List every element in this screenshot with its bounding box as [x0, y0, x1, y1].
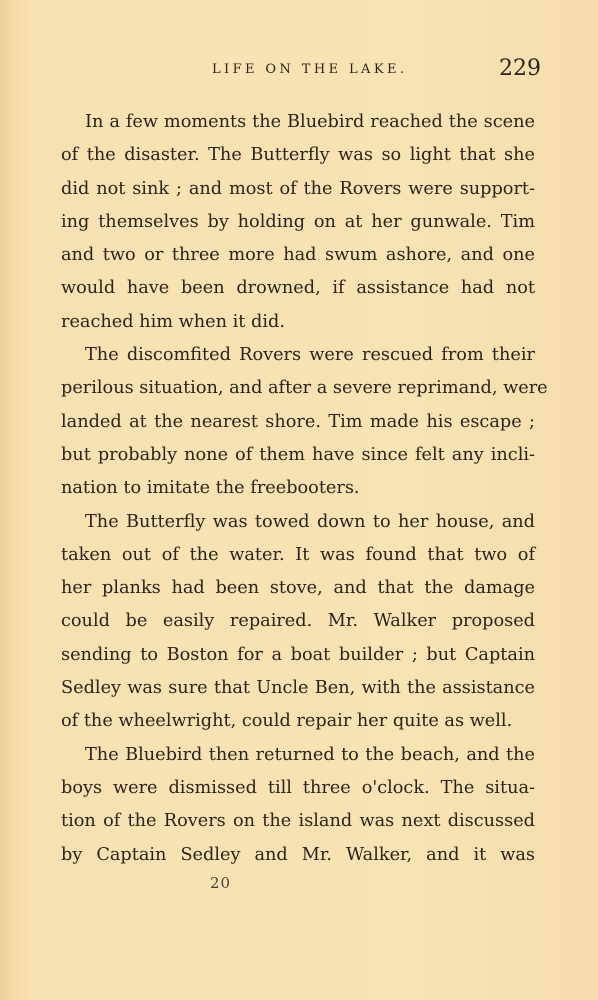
text-line: nation to imitate the freebooters.	[61, 478, 360, 499]
text-line: could be easily repaired. Mr. Walker proposed	[61, 611, 535, 632]
text-line: reached him when it did.	[61, 311, 285, 332]
text-line: The Butterfly was towed down to her house, and	[85, 511, 535, 532]
text-line: by Captain Sedley and Mr. Walker, and it was	[61, 844, 535, 865]
text-line: her planks had been stove, and that the damage	[61, 578, 535, 599]
text-line: tion of the Rovers on the island was next discussed	[61, 811, 535, 832]
text-line: but probably none of them have since felt any incli-	[61, 444, 535, 465]
text-line: and two or three more had swum ashore, and one	[61, 245, 535, 266]
paragraph-1	[61, 106, 535, 339]
text-line: In a few moments the Bluebird reached the scene	[85, 112, 535, 132]
text-line: The discomfited Rovers were rescued from their	[85, 345, 535, 366]
text-line: The Bluebird then returned to the beach, and the	[85, 744, 535, 765]
signature-mark: 20	[210, 874, 232, 892]
text-line: of the disaster. The Butterfly was so light that she	[61, 145, 535, 166]
page-number: 229	[499, 56, 541, 81]
running-header	[0, 56, 598, 86]
text-line: ing themselves by holding on at her gunwale. Tim	[61, 211, 535, 232]
text-line: perilous situation, and after a severe reprimand, were	[61, 378, 548, 399]
text-line: taken out of the water. It was found that two of	[61, 544, 535, 565]
text-line: landed at the nearest shore. Tim made his escape ;	[61, 411, 535, 432]
text-line: did not sink ; and most of the Rovers were support-	[61, 178, 535, 199]
paragraph-2	[61, 339, 548, 505]
text-line: sending to Boston for a boat builder ; but Captain	[61, 644, 535, 665]
paragraph-4	[61, 739, 535, 872]
paragraph-3	[61, 506, 535, 739]
body-text	[61, 106, 548, 872]
text-line: would have been drowned, if assistance had not	[61, 278, 535, 299]
running-title: LIFE ON THE LAKE.	[212, 62, 408, 77]
text-line: of the wheelwright, could repair her quite as well.	[61, 711, 513, 732]
text-line: boys were dismissed till three o'clock. The situa-	[61, 777, 535, 798]
text-line: Sedley was sure that Uncle Ben, with the assistance	[61, 678, 535, 699]
